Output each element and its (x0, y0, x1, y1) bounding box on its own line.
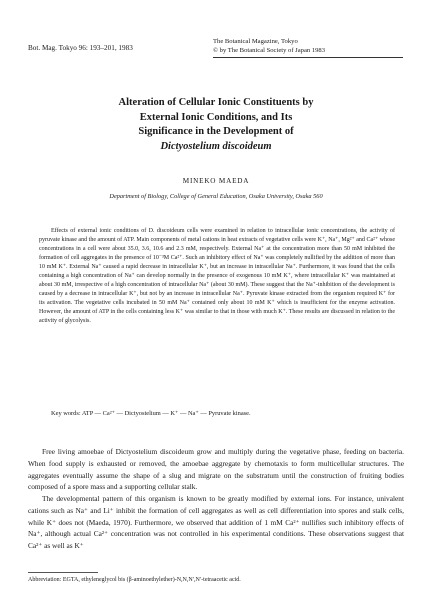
body-text (28, 446, 404, 552)
copyright-society: © by The Botanical Society of Japan 1983 (213, 47, 326, 54)
copyright-journal: The Botanical Magazine, Tokyo (213, 38, 298, 45)
title-line-3: Significance in the Development of (138, 126, 294, 138)
abbreviation-footnote: Abbreviation: EGTA, ethyleneglycol bis (β-aminoethylether)-N,N,N′,N′-tetraacetic acid. (28, 577, 241, 583)
journal-citation: Bot. Mag. Tokyo 96: 193–201, 1983 (28, 44, 133, 52)
abstract: Effects of external ionic conditions of D. discoideum cells were examined in relation to intracellular ionic concentrations, the activity of pyruvate kinase and the amount of ATP. Main components of metal cations in heat extracts of vegetative cells were K⁺, Na⁺, Mg²⁺ and Ca²⁺ whose concentrations in a cell were about 35.0, 3.6, 10.6 and 2.3 mM, respectively. External Na⁺ at the concentration more than 50 mM inhibited the formation of cell aggregates in the presence of 10⁻³M Ca²⁺. Such an inhibitory effect of Na⁺ was completely nullified by the addition of more than 10 mM K⁺. External Na⁺ caused a rapid decrease in intracellular K⁺, but an increase in intracellular Na⁺. Furthermore, it was found that the cells containing a high concentration of Na⁺ can develop normally in the presence of exogenous 10 mM K⁺, where intracellular K⁺ was maintained at about 30 mM, irrespective of a high concentration of intracellular Na⁺ (about 30 mM). These suggest that the Na⁺-inhibition of the development is caused by a decrease in intracellular K⁺, but not by an increase in intracellular Na⁺. Pyruvate kinase extracted from the organism required K⁺ for its activation. The vegetative cells incubated in 50 mM Na⁺ contained only about 10 mM K⁺ which is insufficient for the enzyme activation. However, the amount of ATP in the cells containing less K⁺ was similar to that in those with much K⁺. These results are discussed in relation to the activity of glycolysis. (39, 228, 395, 324)
keywords: Key words: ATP — Ca²⁺ — Dictyostelium — K⁺ — Na⁺ — Pyruvate kinase. (51, 410, 251, 417)
author-name: MINEKO MAEDA (182, 177, 250, 185)
body-paragraph-2: The developmental pattern of this organism is known to be greatly modified by external ions. For instance, univalent cations such as Na⁺ and Li⁺ inhibit the formation of cell aggregates as well as cell differentiation into spores and stalk cells, while K⁺ does not (Maeda, 1970). Furthermore, we observed that addition of 1 mM Ca²⁺ nullifies such inhibitory effects of Na⁺, although actual Ca²⁺ concentration was not controlled in his experimental conditions. These observations suggest that Ca²⁺ as well as K⁺ (28, 494, 404, 550)
body-paragraph-1: Free living amoebae of Dictyostelium discoideum grow and multiply during the vegetative phase, feeding on bacteria. When food supply is exhausted or removed, the amoebae aggregate by chemotaxis to form multicellular structures. The aggregates eventually assume the shape of a slug and migrate on the substratum until the construction of fruiting bodies composed of a spore mass and a supporting cellular stalk. (28, 447, 404, 492)
copyright-notice (213, 37, 403, 58)
title-line-4: Dictyostelium discoideum (160, 140, 272, 152)
author-affiliation: Department of Biology, College of General Education, Osaka University, Osaka 560 (109, 193, 323, 200)
title-line-2: External Ionic Conditions, and Its (139, 111, 293, 123)
title-line-1: Alteration of Cellular Ionic Constituents by (118, 97, 314, 108)
paper-title (40, 96, 392, 154)
footnote-divider (28, 572, 98, 573)
